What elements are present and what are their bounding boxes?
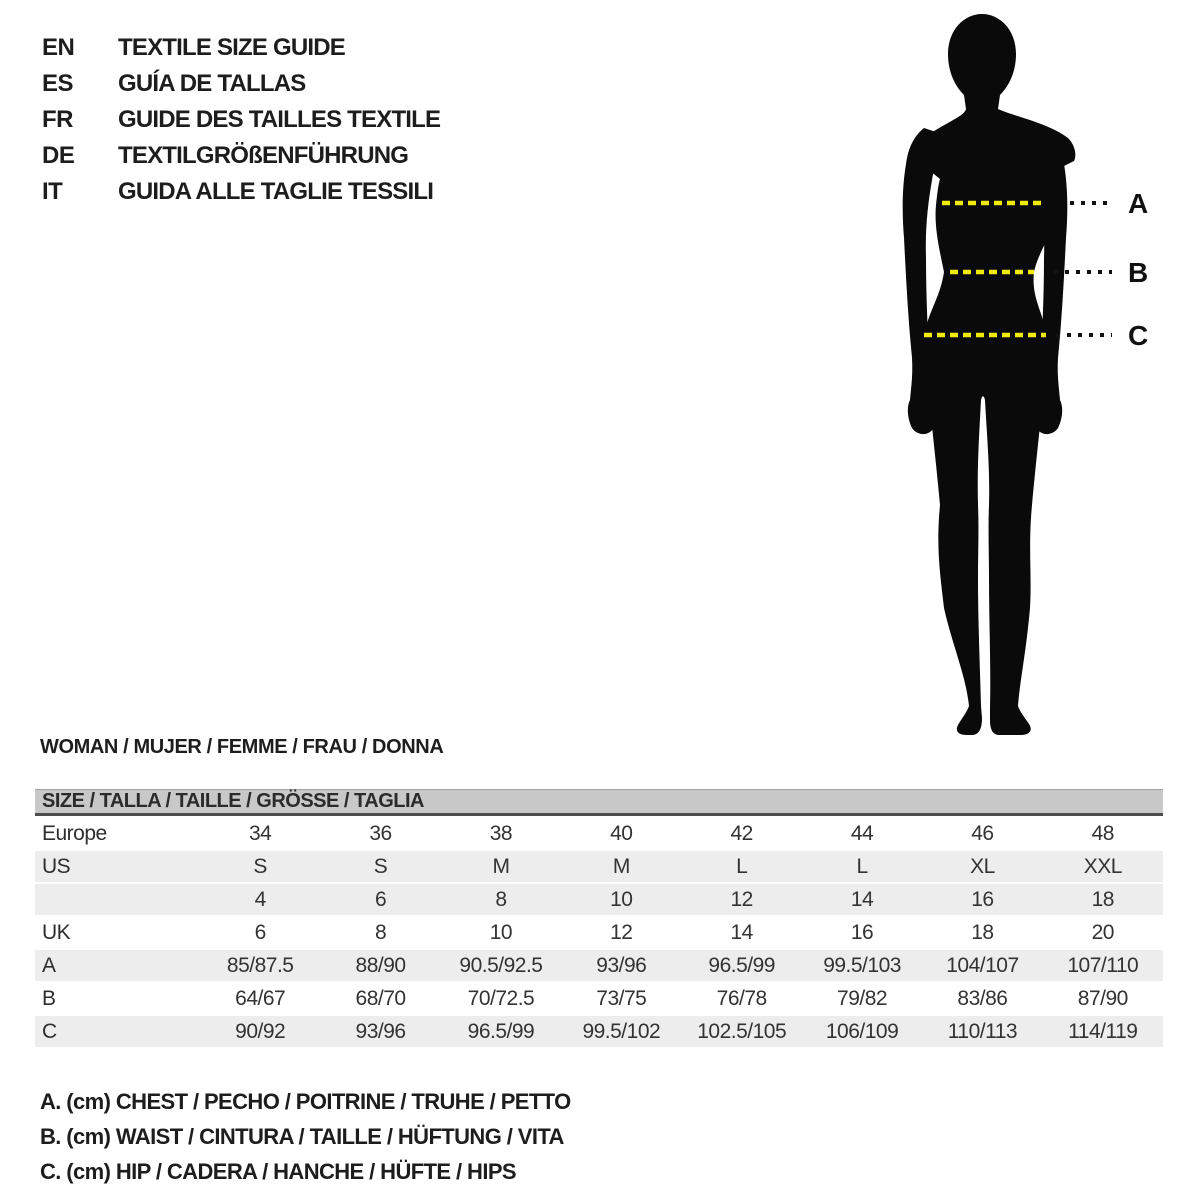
language-code: FR [42, 106, 73, 133]
cell: 18 [922, 916, 1042, 949]
measurement-figure [878, 8, 1198, 748]
cell: 83/86 [922, 982, 1042, 1015]
size-table-header: SIZE / TALLA / TAILLE / GRÖSSE / TAGLIA [35, 789, 1163, 816]
cell: 93/96 [561, 949, 681, 982]
language-title: GUÍA DE TALLAS [118, 70, 306, 97]
cell: L [682, 850, 802, 883]
cell: 48 [1043, 817, 1163, 850]
cell: 10 [441, 916, 561, 949]
table-row-hip [35, 1015, 1163, 1047]
row-label: Europe [35, 817, 200, 850]
cell: 90/92 [200, 1015, 320, 1047]
cell: 34 [200, 817, 320, 850]
cell: L [802, 850, 922, 883]
legend-chest: A. (cm) CHEST / PECHO / POITRINE / TRUHE / PETTO [40, 1088, 571, 1114]
cell: 8 [441, 883, 561, 916]
cell: XXL [1043, 850, 1163, 883]
cell: 14 [682, 916, 802, 949]
size-table [35, 789, 1163, 1047]
cell: S [200, 850, 320, 883]
cell: S [320, 850, 440, 883]
table-row-waist [35, 982, 1163, 1015]
cell: 4 [200, 883, 320, 916]
language-row-it [42, 174, 440, 210]
cell: XL [922, 850, 1042, 883]
cell: 106/109 [802, 1015, 922, 1047]
cell: 18 [1043, 883, 1163, 916]
cell: 14 [802, 883, 922, 916]
cell: 16 [802, 916, 922, 949]
table-row-uk [35, 916, 1163, 949]
cell: 70/72.5 [441, 982, 561, 1015]
marker-label-hip: C [1128, 320, 1149, 351]
cell: 6 [200, 916, 320, 949]
section-title: WOMAN / MUJER / FEMME / FRAU / DONNA [40, 736, 444, 758]
cell: 12 [682, 883, 802, 916]
cell: 99.5/102 [561, 1015, 681, 1047]
cell: 38 [441, 817, 561, 850]
cell: 12 [561, 916, 681, 949]
row-label: C [35, 1015, 200, 1047]
language-title: TEXTILGRÖßENFÜHRUNG [118, 142, 409, 169]
cell: 85/87.5 [200, 949, 320, 982]
language-title: TEXTILE SIZE GUIDE [118, 34, 345, 61]
language-row-fr [42, 102, 440, 138]
cell: 68/70 [320, 982, 440, 1015]
size-table-grid [35, 816, 1163, 1047]
cell: 73/75 [561, 982, 681, 1015]
cell: 87/90 [1043, 982, 1163, 1015]
language-code: DE [42, 142, 75, 169]
legend-hip: C. (cm) HIP / CADERA / HANCHE / HÜFTE / HIPS [40, 1158, 516, 1184]
cell: 16 [922, 883, 1042, 916]
language-code: EN [42, 34, 75, 61]
language-title: GUIDA ALLE TAGLIE TESSILI [118, 178, 434, 205]
cell: M [441, 850, 561, 883]
table-row-europe [35, 817, 1163, 850]
cell: 20 [1043, 916, 1163, 949]
legend-waist: B. (cm) WAIST / CINTURA / TAILLE / HÜFTUNG / VITA [40, 1123, 564, 1149]
cell: 96.5/99 [441, 1015, 561, 1047]
marker-label-waist: B [1128, 257, 1149, 288]
cell: 36 [320, 817, 440, 850]
cell: 96.5/99 [682, 949, 802, 982]
cell: 46 [922, 817, 1042, 850]
row-label: B [35, 982, 200, 1015]
cell: 88/90 [320, 949, 440, 982]
row-label: UK [35, 916, 200, 949]
cell: 90.5/92.5 [441, 949, 561, 982]
cell: 6 [320, 883, 440, 916]
cell: 99.5/103 [802, 949, 922, 982]
language-title-list [42, 30, 440, 210]
language-row-en [42, 30, 440, 66]
row-label [35, 883, 200, 916]
cell: 44 [802, 817, 922, 850]
cell: 114/119 [1043, 1015, 1163, 1047]
cell: 64/67 [200, 982, 320, 1015]
cell: 102.5/105 [682, 1015, 802, 1047]
cell: 107/110 [1043, 949, 1163, 982]
language-row-de [42, 138, 440, 174]
table-row-chest [35, 949, 1163, 982]
woman-silhouette-icon [878, 8, 1198, 748]
cell: 79/82 [802, 982, 922, 1015]
row-label: US [35, 850, 200, 883]
table-row-us-numbers [35, 883, 1163, 916]
cell: M [561, 850, 681, 883]
cell: 40 [561, 817, 681, 850]
language-row-es [42, 66, 440, 102]
cell: 110/113 [922, 1015, 1042, 1047]
cell: 10 [561, 883, 681, 916]
cell: 93/96 [320, 1015, 440, 1047]
cell: 104/107 [922, 949, 1042, 982]
cell: 76/78 [682, 982, 802, 1015]
cell: 42 [682, 817, 802, 850]
cell: 8 [320, 916, 440, 949]
language-code: ES [42, 70, 74, 97]
language-code: IT [42, 178, 63, 205]
marker-label-chest: A [1128, 188, 1149, 219]
table-row-us-letters [35, 850, 1163, 883]
language-title: GUIDE DES TAILLES TEXTILE [118, 106, 441, 133]
measurement-legend [40, 1084, 571, 1189]
row-label: A [35, 949, 200, 982]
